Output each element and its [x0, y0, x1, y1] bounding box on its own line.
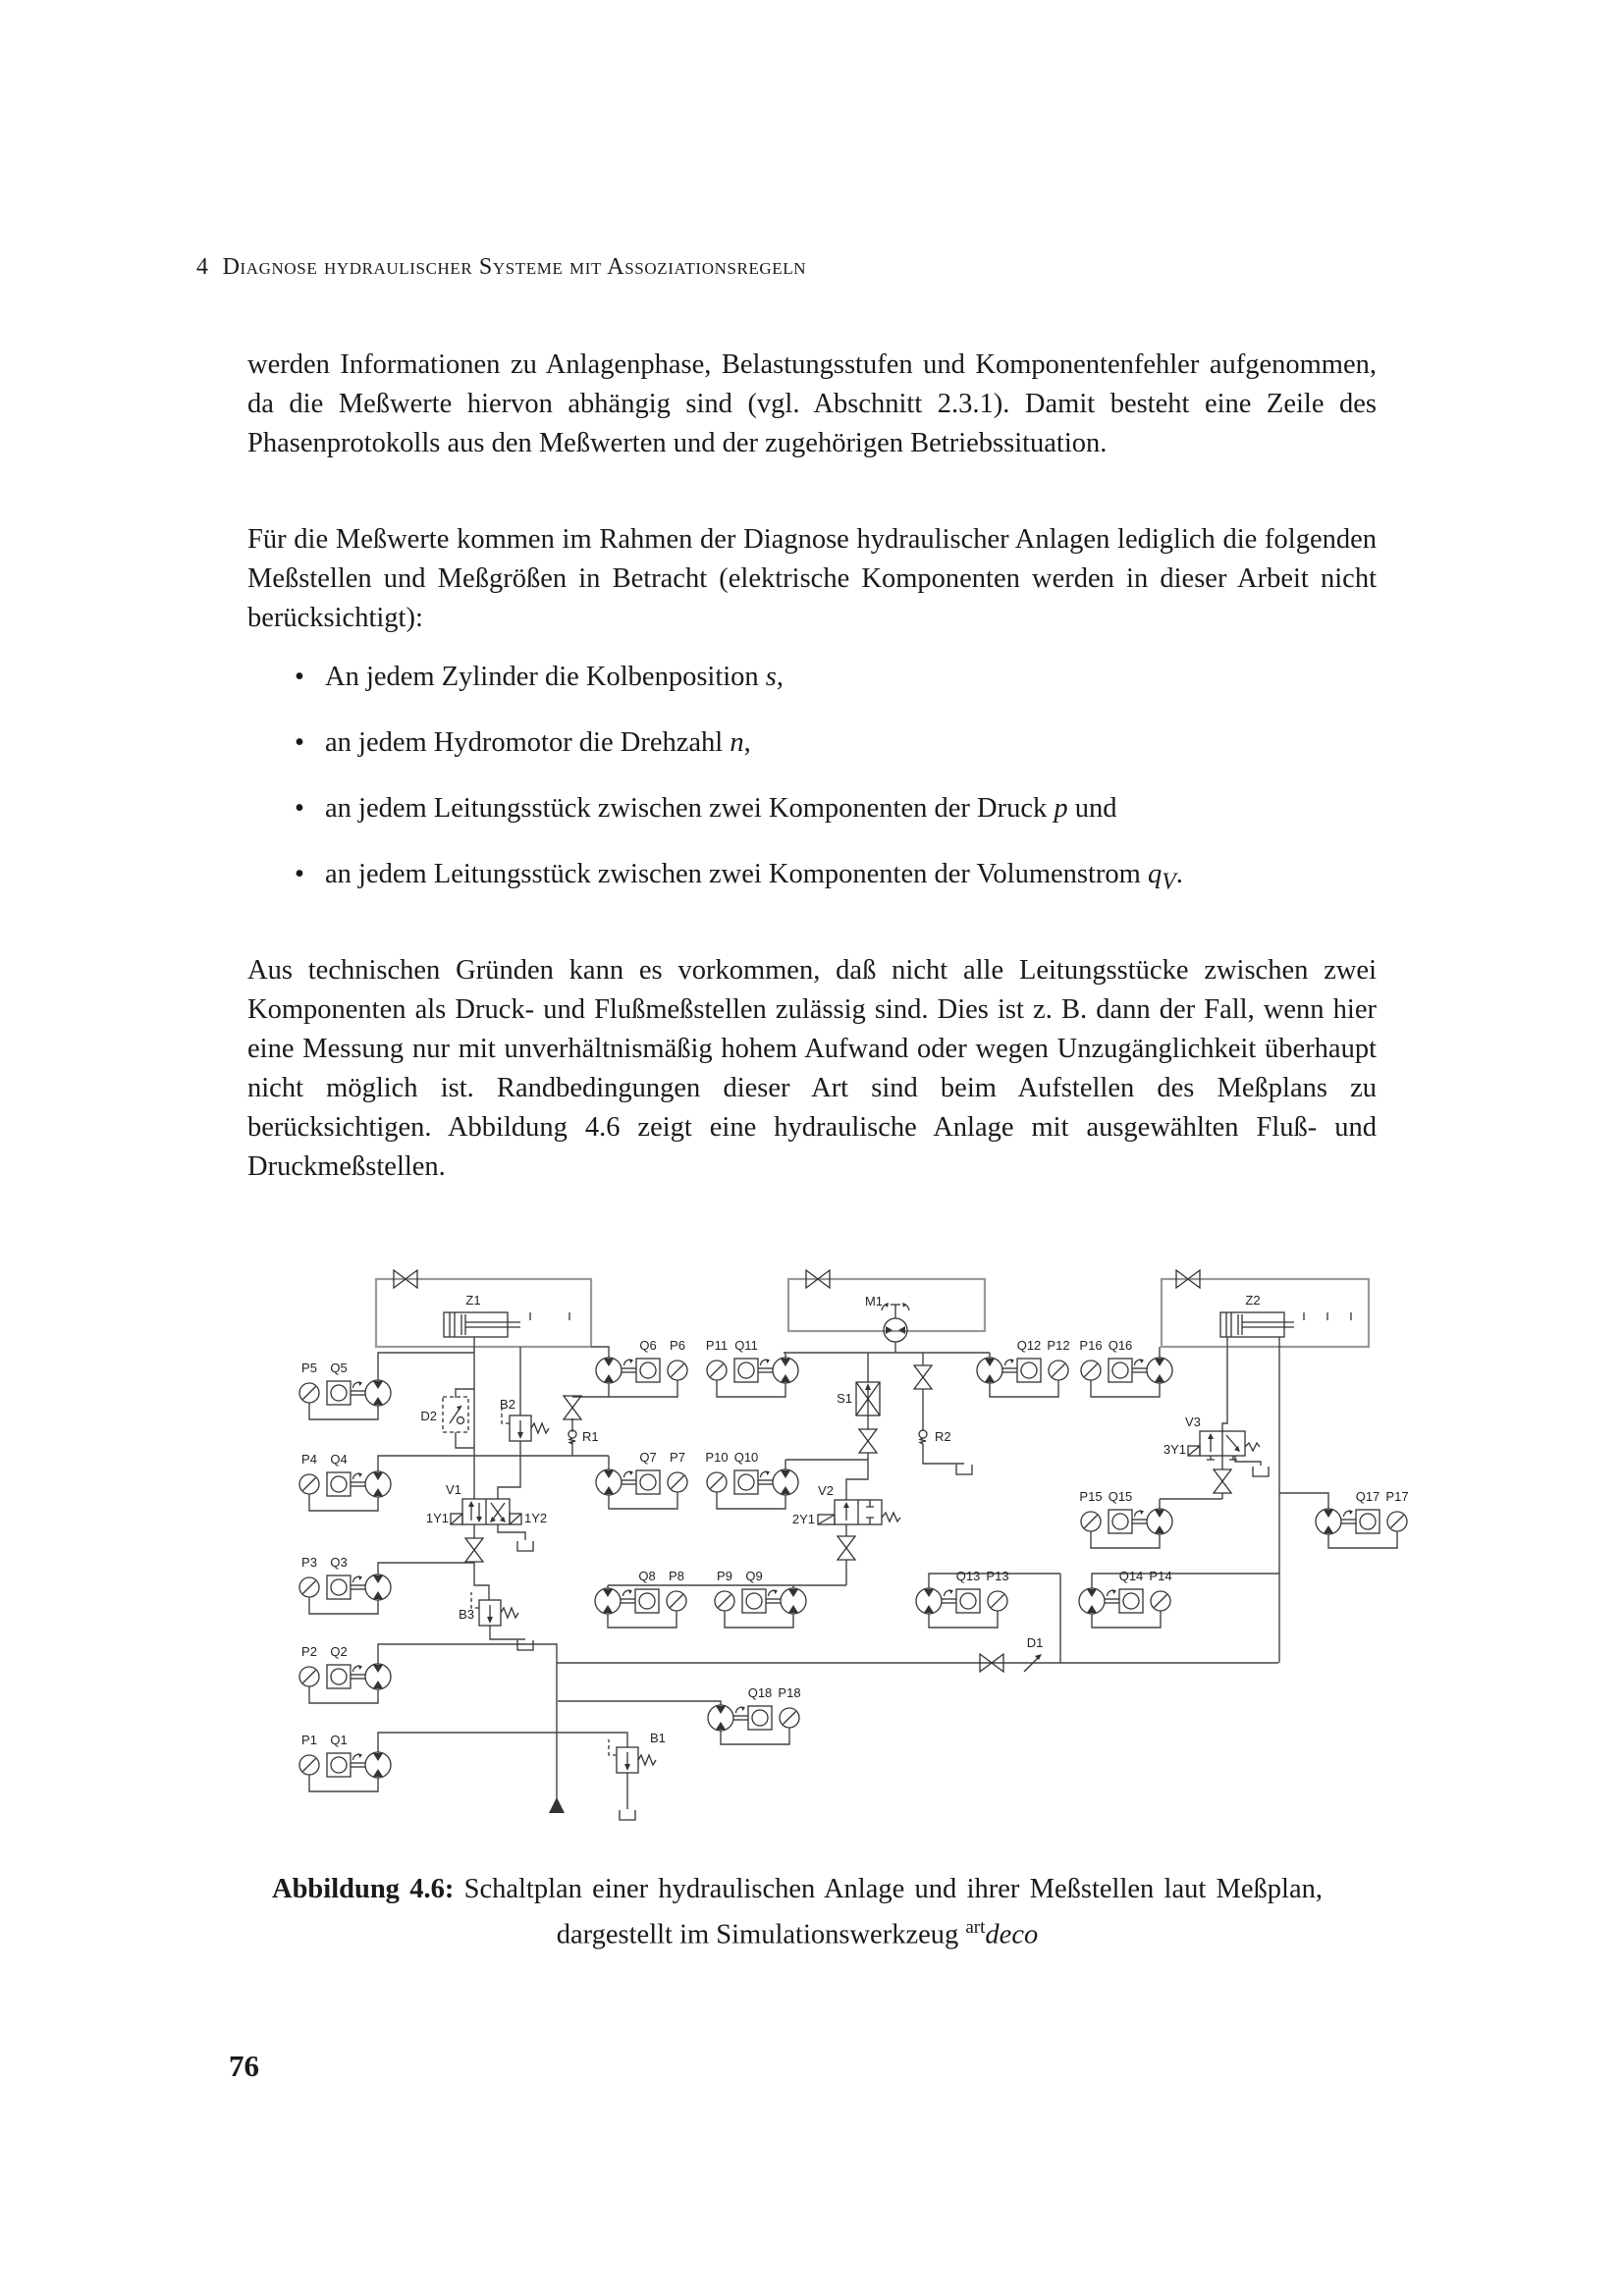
flow-meter-icon — [748, 1706, 772, 1730]
list-item: • an jedem Leitungsstück zwischen zwei Komponenten der Druck p und — [247, 789, 1377, 828]
component-label: S1 — [837, 1391, 852, 1406]
solenoid-label: 3Y1 — [1163, 1442, 1186, 1457]
component-label: B1 — [650, 1731, 666, 1745]
shutoff-valve-icon — [838, 1536, 855, 1560]
pressure-relief-valve-b1 — [609, 1739, 656, 1773]
shutoff-valve-icon — [465, 1538, 483, 1562]
pressure-gauge-icon — [780, 1708, 799, 1728]
rotation-arrow-icon — [623, 1589, 632, 1596]
component-label: R2 — [935, 1429, 951, 1444]
flow-point-label: Q10 — [733, 1450, 759, 1465]
measuring-station — [1079, 1489, 1172, 1548]
measuring-station — [596, 1338, 687, 1397]
pump-icon — [595, 1588, 621, 1614]
measuring-station — [1079, 1569, 1172, 1628]
shutoff-valve-icon — [859, 1429, 877, 1453]
pump-icon — [977, 1358, 1002, 1383]
measuring-points-list — [247, 658, 1377, 929]
component-label: Z1 — [465, 1293, 481, 1308]
pressure-point-label: P5 — [301, 1361, 317, 1375]
figure-caption — [272, 1870, 1323, 1954]
pump-icon — [781, 1588, 806, 1614]
bullet-icon: • — [295, 662, 304, 692]
bullet-icon: • — [295, 727, 304, 758]
pressure-relief-valve-b3 — [471, 1592, 518, 1626]
measuring-station — [706, 1338, 798, 1397]
shutoff-valve-icon — [1214, 1469, 1231, 1493]
flow-point-label: Q12 — [1016, 1338, 1042, 1353]
solenoid-label: 2Y1 — [791, 1512, 815, 1526]
caption-tool-name: deco — [985, 1919, 1039, 1950]
list-item: • An jedem Zylinder die Kolbenposition s, — [247, 658, 1377, 697]
pressure-point-label: P14 — [1149, 1569, 1172, 1583]
rotation-arrow-icon — [736, 1706, 745, 1713]
flow-meter-icon — [734, 1359, 758, 1382]
flow-meter-icon — [1109, 1510, 1132, 1533]
pump-icon — [365, 1664, 391, 1689]
pressure-point-label: P12 — [1047, 1338, 1070, 1353]
measuring-station — [1316, 1489, 1409, 1548]
flow-meter-icon — [742, 1589, 766, 1613]
pressure-gauge-icon — [668, 1472, 687, 1492]
component-label: V1 — [446, 1482, 461, 1497]
bullet-icon: • — [295, 859, 304, 889]
pump-icon — [916, 1588, 942, 1614]
pressure-point-label: P10 — [705, 1450, 729, 1465]
list-item: • an jedem Leitungsstück zwischen zwei Komponenten der Volumenstrom $q_V$. — [247, 855, 1377, 902]
flow-point-label: Q13 — [955, 1569, 981, 1583]
rotation-arrow-icon — [353, 1472, 362, 1479]
tank-icon — [620, 1810, 635, 1820]
flow-point-label: Q7 — [639, 1450, 657, 1465]
flow-point-label: Q9 — [745, 1569, 763, 1583]
pump-icon — [596, 1358, 622, 1383]
component-label: D2 — [420, 1409, 437, 1423]
pump-icon — [365, 1575, 391, 1600]
pump-icon — [708, 1705, 733, 1731]
tank-icon — [517, 1541, 533, 1551]
measuring-station — [299, 1644, 391, 1703]
flow-point-label: Q4 — [330, 1452, 348, 1467]
flow-meter-icon — [327, 1575, 351, 1599]
chapter-number: 4 — [196, 254, 209, 280]
pressure-point-label: P2 — [301, 1644, 317, 1659]
component-label: B3 — [459, 1607, 474, 1622]
measuring-station — [299, 1361, 391, 1419]
flow-meter-icon — [636, 1470, 660, 1494]
component-label: M1 — [864, 1294, 884, 1308]
tank-icon — [1253, 1467, 1269, 1476]
shutoff-valve-icon — [914, 1365, 932, 1389]
tank-icon — [956, 1465, 972, 1474]
page-number: 76 — [229, 2049, 259, 2083]
check-valve-r2 — [919, 1430, 927, 1444]
pump-icon — [1316, 1509, 1341, 1534]
pressure-point-label: P4 — [301, 1452, 317, 1467]
tank-icon — [517, 1640, 533, 1650]
pump-icon — [1147, 1358, 1172, 1383]
component-label: V2 — [818, 1483, 834, 1498]
flow-point-label: Q14 — [1118, 1569, 1144, 1583]
rotation-arrow-icon — [761, 1470, 770, 1477]
rotation-arrow-icon — [1135, 1359, 1144, 1365]
pressure-point-label: P8 — [669, 1569, 684, 1583]
rotation-arrow-icon — [1005, 1359, 1014, 1365]
hydraulic-circuit-diagram — [196, 1252, 1434, 1841]
flow-meter-icon — [1119, 1589, 1143, 1613]
directional-valve-v1 — [451, 1499, 521, 1524]
measuring-station — [715, 1569, 806, 1628]
directional-valve-v3 — [1188, 1431, 1260, 1460]
pressure-gauge-icon — [299, 1667, 319, 1686]
pressure-point-label: P7 — [670, 1450, 685, 1465]
pressure-gauge-icon — [715, 1591, 734, 1611]
flow-point-label: Q11 — [734, 1338, 758, 1353]
measuring-station — [708, 1685, 801, 1744]
flow-point-label: Q3 — [330, 1555, 348, 1570]
flow-point-label: Q6 — [639, 1338, 657, 1353]
pressure-gauge-icon — [299, 1474, 319, 1494]
pressure-point-label: P11 — [705, 1338, 729, 1353]
pressure-point-label: P3 — [301, 1555, 317, 1570]
pressure-point-label: P18 — [778, 1685, 801, 1700]
flow-point-label: Q18 — [747, 1685, 773, 1700]
flow-meter-icon — [1356, 1510, 1380, 1533]
pressure-point-label: P1 — [301, 1733, 317, 1747]
solenoid-label: 1Y2 — [524, 1511, 548, 1525]
flow-meter-icon — [327, 1753, 351, 1777]
pressure-relief-valve-b2 — [502, 1408, 549, 1441]
flow-point-label: Q1 — [330, 1733, 348, 1747]
flow-point-label: Q2 — [330, 1644, 348, 1659]
flow-meter-icon — [327, 1665, 351, 1688]
pressure-point-label: P6 — [670, 1338, 685, 1353]
component-label: V3 — [1185, 1415, 1201, 1429]
cylinder-z1 — [444, 1312, 569, 1337]
pressure-gauge-icon — [1151, 1591, 1170, 1611]
pressure-point-label: P15 — [1079, 1489, 1103, 1504]
directional-valve-v2 — [818, 1500, 900, 1524]
rotation-arrow-icon — [945, 1589, 953, 1596]
flow-meter-icon — [1017, 1359, 1041, 1382]
measuring-station — [595, 1569, 686, 1628]
measuring-station — [596, 1450, 687, 1509]
rotation-arrow-icon — [1344, 1510, 1353, 1517]
pump-icon — [773, 1469, 798, 1495]
caption-label: Abbildung 4.6: — [272, 1874, 455, 1904]
flow-control-valve-s1 — [856, 1382, 880, 1415]
pump-icon — [365, 1471, 391, 1497]
pressure-point-label: P9 — [717, 1569, 732, 1583]
rotation-arrow-icon — [353, 1381, 362, 1388]
rotation-arrow-icon — [769, 1589, 778, 1596]
check-valve-r1 — [568, 1430, 576, 1444]
rotation-arrow-icon — [624, 1470, 633, 1477]
measuring-station — [299, 1733, 391, 1791]
rotation-arrow-icon — [1108, 1589, 1116, 1596]
solenoid-label: 1Y1 — [425, 1511, 449, 1525]
flow-meter-icon — [636, 1359, 660, 1382]
caption-tool-superscript: art — [965, 1917, 986, 1938]
pressure-gauge-icon — [1049, 1361, 1068, 1380]
pump-icon — [1079, 1588, 1105, 1614]
pressure-gauge-icon — [667, 1591, 686, 1611]
rotation-arrow-icon — [761, 1359, 770, 1365]
flow-point-label: Q15 — [1108, 1489, 1133, 1504]
measuring-station — [916, 1569, 1009, 1628]
pump-icon — [365, 1380, 391, 1406]
pressure-gauge-icon — [299, 1383, 319, 1403]
component-label: Z2 — [1245, 1293, 1261, 1308]
pressure-point-label: P13 — [986, 1569, 1009, 1583]
flow-meter-icon — [734, 1470, 758, 1494]
running-header — [196, 254, 806, 281]
pump-icon — [1147, 1509, 1172, 1534]
pressure-gauge-icon — [299, 1755, 319, 1775]
rotation-arrow-icon — [1135, 1510, 1144, 1517]
rotation-arrow-icon — [353, 1753, 362, 1760]
pressure-gauge-icon — [299, 1577, 319, 1597]
measuring-station — [299, 1452, 391, 1511]
pressure-gauge-icon — [1387, 1512, 1407, 1531]
bullet-icon: • — [295, 793, 304, 824]
component-label: D1 — [1026, 1635, 1044, 1650]
pump-icon — [773, 1358, 798, 1383]
flow-point-label: Q5 — [330, 1361, 348, 1375]
flow-meter-icon — [1109, 1359, 1132, 1382]
flow-meter-icon — [635, 1589, 659, 1613]
pressure-point-label: P16 — [1079, 1338, 1103, 1353]
throttle-check-valve-d2 — [443, 1397, 468, 1432]
measuring-station — [705, 1450, 798, 1509]
pump-icon — [365, 1752, 391, 1778]
hydromotor-m1 — [882, 1303, 909, 1342]
component-label: B2 — [500, 1397, 515, 1412]
pressure-gauge-icon — [1081, 1512, 1101, 1531]
cylinder-z2 — [1220, 1312, 1351, 1337]
pressure-gauge-icon — [668, 1361, 687, 1380]
measuring-station — [299, 1555, 391, 1614]
measuring-station — [977, 1338, 1070, 1397]
pressure-gauge-icon — [707, 1472, 727, 1492]
pressure-gauge-icon — [1081, 1361, 1101, 1380]
pressure-point-label: P17 — [1385, 1489, 1409, 1504]
measuring-station — [1079, 1338, 1172, 1397]
pressure-gauge-icon — [988, 1591, 1007, 1611]
pump-icon — [596, 1469, 622, 1495]
flow-point-label: Q16 — [1108, 1338, 1133, 1353]
supply-arrow-icon — [549, 1797, 565, 1813]
pressure-gauge-icon — [707, 1361, 727, 1380]
list-item: • an jedem Hydromotor die Drehzahl n, — [247, 723, 1377, 763]
flow-meter-icon — [956, 1589, 980, 1613]
caption-text: Schaltplan einer hydraulischen Anlage und ihrer Meßstellen laut Meßplan, dargestellt im Simulationswerkzeug — [463, 1874, 1323, 1950]
rotation-arrow-icon — [353, 1665, 362, 1672]
paragraph-3: Aus technischen Gründen kann es vorkommen, daß nicht alle Leitungsstücke zwischen zwei Komponenten als Druck- und Flußmeßstellen zulässig sind. Dies ist z. B. dann der Fall, wenn hier eine Messung nur mit unverhältnismäßig hohem Aufwand oder wegen Unzugänglichkeit überhaupt nicht möglich ist. Randbedingungen dieser Art sind beim Aufstellen des Meßplans zu berücksichtigen. Abbildung 4.6 zeigt eine hydraulische Anlage mit ausgewählten Fluß- und Druckmeßstellen. — [247, 955, 1377, 1182]
flow-meter-icon — [327, 1381, 351, 1405]
shutoff-valve-icon — [564, 1396, 581, 1419]
flow-point-label: Q17 — [1355, 1489, 1380, 1504]
component-label: R1 — [582, 1429, 599, 1444]
flow-point-label: Q8 — [638, 1569, 656, 1583]
rotation-arrow-icon — [624, 1359, 633, 1365]
chapter-title: Diagnose hydraulischer Systeme mit Assoziationsregeln — [222, 254, 807, 280]
paragraph-2: Für die Meßwerte kommen im Rahmen der Diagnose hydraulischer Anlagen lediglich die folgenden Meßstellen und Meßgrößen in Betracht (elektrische Komponenten werden in dieser Arbeit nicht berücksichtigt): — [247, 524, 1377, 633]
flow-meter-icon — [327, 1472, 351, 1496]
rotation-arrow-icon — [353, 1575, 362, 1582]
hydraulic-lines — [378, 1337, 1328, 1809]
paragraph-1: werden Informationen zu Anlagenphase, Belastungsstufen und Komponentenfehler aufgenommen, da die Meßwerte hiervon abhängig sind (vgl. Abschnitt 2.3.1). Damit besteht eine Zeile des Phasenprotokolls aus den Meßwerten und der zugehörigen Betriebssituation. — [247, 349, 1377, 458]
